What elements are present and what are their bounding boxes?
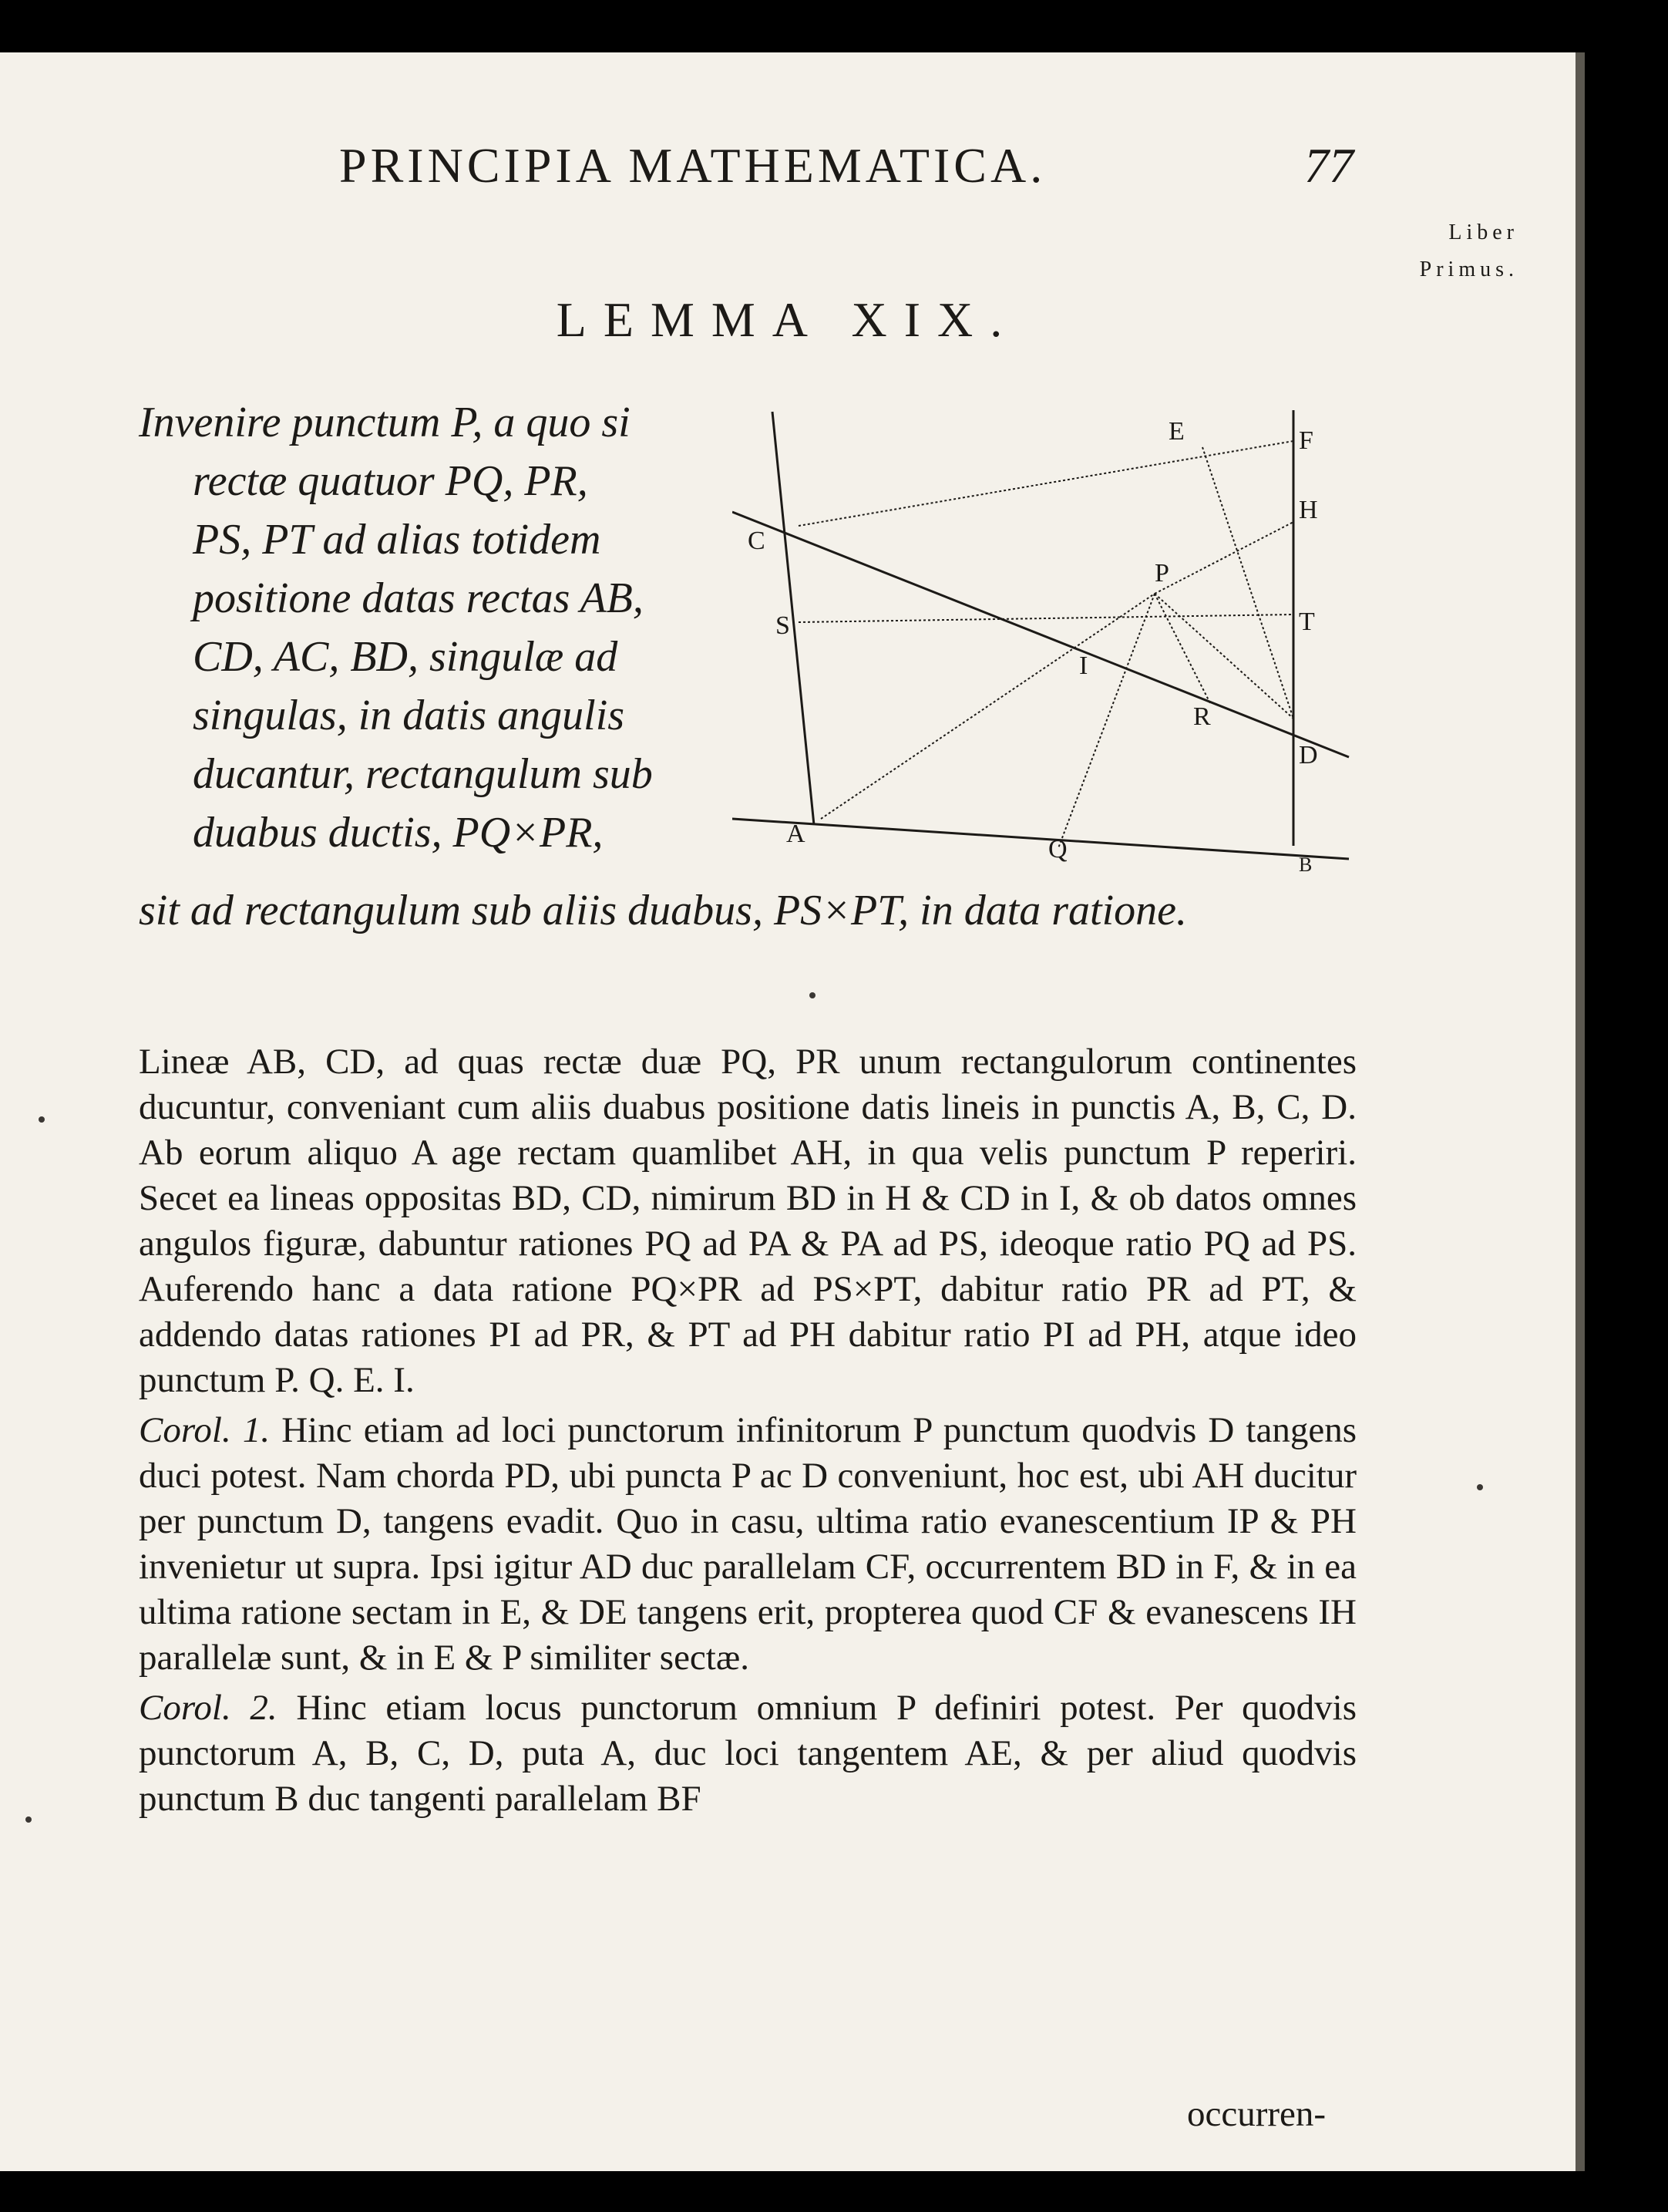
line-st [799, 614, 1293, 622]
label-q: Q [1048, 835, 1068, 864]
line-ab [732, 819, 1349, 859]
label-h: H [1299, 496, 1318, 524]
paper-speck [25, 1816, 32, 1823]
label-i: I [1079, 651, 1088, 680]
page-number: 77 [1304, 138, 1354, 193]
lemma-statement [139, 393, 717, 862]
line-pd [1155, 594, 1293, 719]
label-t: T [1299, 608, 1315, 636]
statement-line: ducantur, rectangulum sub [193, 750, 653, 798]
line-pr [1155, 594, 1210, 703]
label-f: F [1299, 426, 1313, 455]
corollary-2-label: Corol. 2. [139, 1688, 277, 1728]
label-r: R [1193, 702, 1211, 731]
label-a: A [786, 820, 805, 848]
statement-line: Invenire punctum P, a quo si [139, 399, 631, 446]
paper-speck [1477, 1484, 1483, 1490]
label-e: E [1169, 417, 1185, 446]
line-ph [1155, 522, 1293, 594]
paragraph-proof: Lineæ AB, CD, ad quas rectæ duæ PQ, PR unum rectangulorum continentes ducuntur, conveniant cum aliis duabus positione datis lineis in punctis A, B, C, D. Ab eorum aliquo A age rectam quamlibet AH, in qua velis punctum P reperiri. Secet ea lineas oppositas BD, CD, nimirum BD in H & CD in I, & ob datos omnes angulos figuræ, dabuntur rationes PQ ad PA & PA ad PS, ideoque ratio PQ ad PS. Auferendo hanc a data ratione PQ×PR ad PS×PT, dabitur ratio PR ad PT, & addendo datas rationes PI ad PR, & PT ad PH dabitur ratio PI ad PH, atque ideo punctum P. Q. E. I. [139, 1042, 1357, 1400]
statement-line: duabus ductis, PQ×PR, [193, 809, 604, 857]
corollary-1-label: Corol. 1. [139, 1410, 271, 1450]
statement-line: positione datas rectas AB, [193, 574, 644, 622]
paper-speck [39, 1116, 45, 1123]
line-ae-chord [799, 441, 1293, 526]
paragraph-corollary-1 [139, 1408, 1357, 1681]
lemma-statement-rest: sit ad rectangulum sub aliis duabus, PS×PT, in data ratione. [139, 887, 1188, 934]
line-pq [1058, 594, 1155, 848]
line-ah [821, 594, 1155, 819]
paragraph-corollary-2 [139, 1685, 1357, 1822]
corollary-1-text: Hinc etiam ad loci punctorum infinitorum P punctum quodvis D tangens duci potest. Nam chorda PD, ubi puncta P ac D conveniunt, hoc est, ubi AH ducitur per punctum D, tangens evadit. Quo in casu, ultima ratio evanescentium IP & PH invenietur ut supra. Ipsi igitur AD duc parallelam CF, occurrentem BD in F, & in ea ultima ratione sectam in E, & DE tangens erit, propterea quod CF & evanescens IH parallelæ sunt, & in E & P similiter sectæ. [139, 1410, 1357, 1678]
page-edge-shadow [1576, 52, 1585, 2171]
margin-note-line2: Primus. [1419, 258, 1518, 281]
lemma-heading: LEMMA XIX. [556, 292, 1020, 347]
label-s: S [775, 611, 790, 640]
label-b: B [1299, 853, 1313, 876]
geometric-figure [732, 402, 1364, 880]
margin-note [1387, 214, 1518, 288]
statement-line: rectæ quatuor PQ, PR, [193, 457, 588, 505]
corollary-2-text: Hinc etiam locus punctorum omnium P definiri potest. Per quodvis punctorum A, B, C, D, puta A, duc loci tangentem AE, & per aliud quodvis punctum B duc tangenti parallelam BF [139, 1688, 1357, 1819]
body-text [139, 1039, 1357, 1822]
running-head-title: PRINCIPIA MATHEMATICA. [339, 138, 1047, 193]
line-cd [732, 512, 1349, 757]
catchword: occurren- [1187, 2094, 1327, 2134]
label-d: D [1299, 741, 1318, 769]
margin-note-line1: Liber [1448, 221, 1518, 244]
label-c: C [748, 527, 765, 555]
statement-line: PS, PT ad alias totidem [193, 516, 601, 564]
paper-speck [809, 992, 816, 998]
statement-line: singulas, in datis angulis [193, 692, 625, 739]
statement-line: CD, AC, BD, singulæ ad [193, 633, 618, 681]
label-p: P [1155, 559, 1169, 588]
